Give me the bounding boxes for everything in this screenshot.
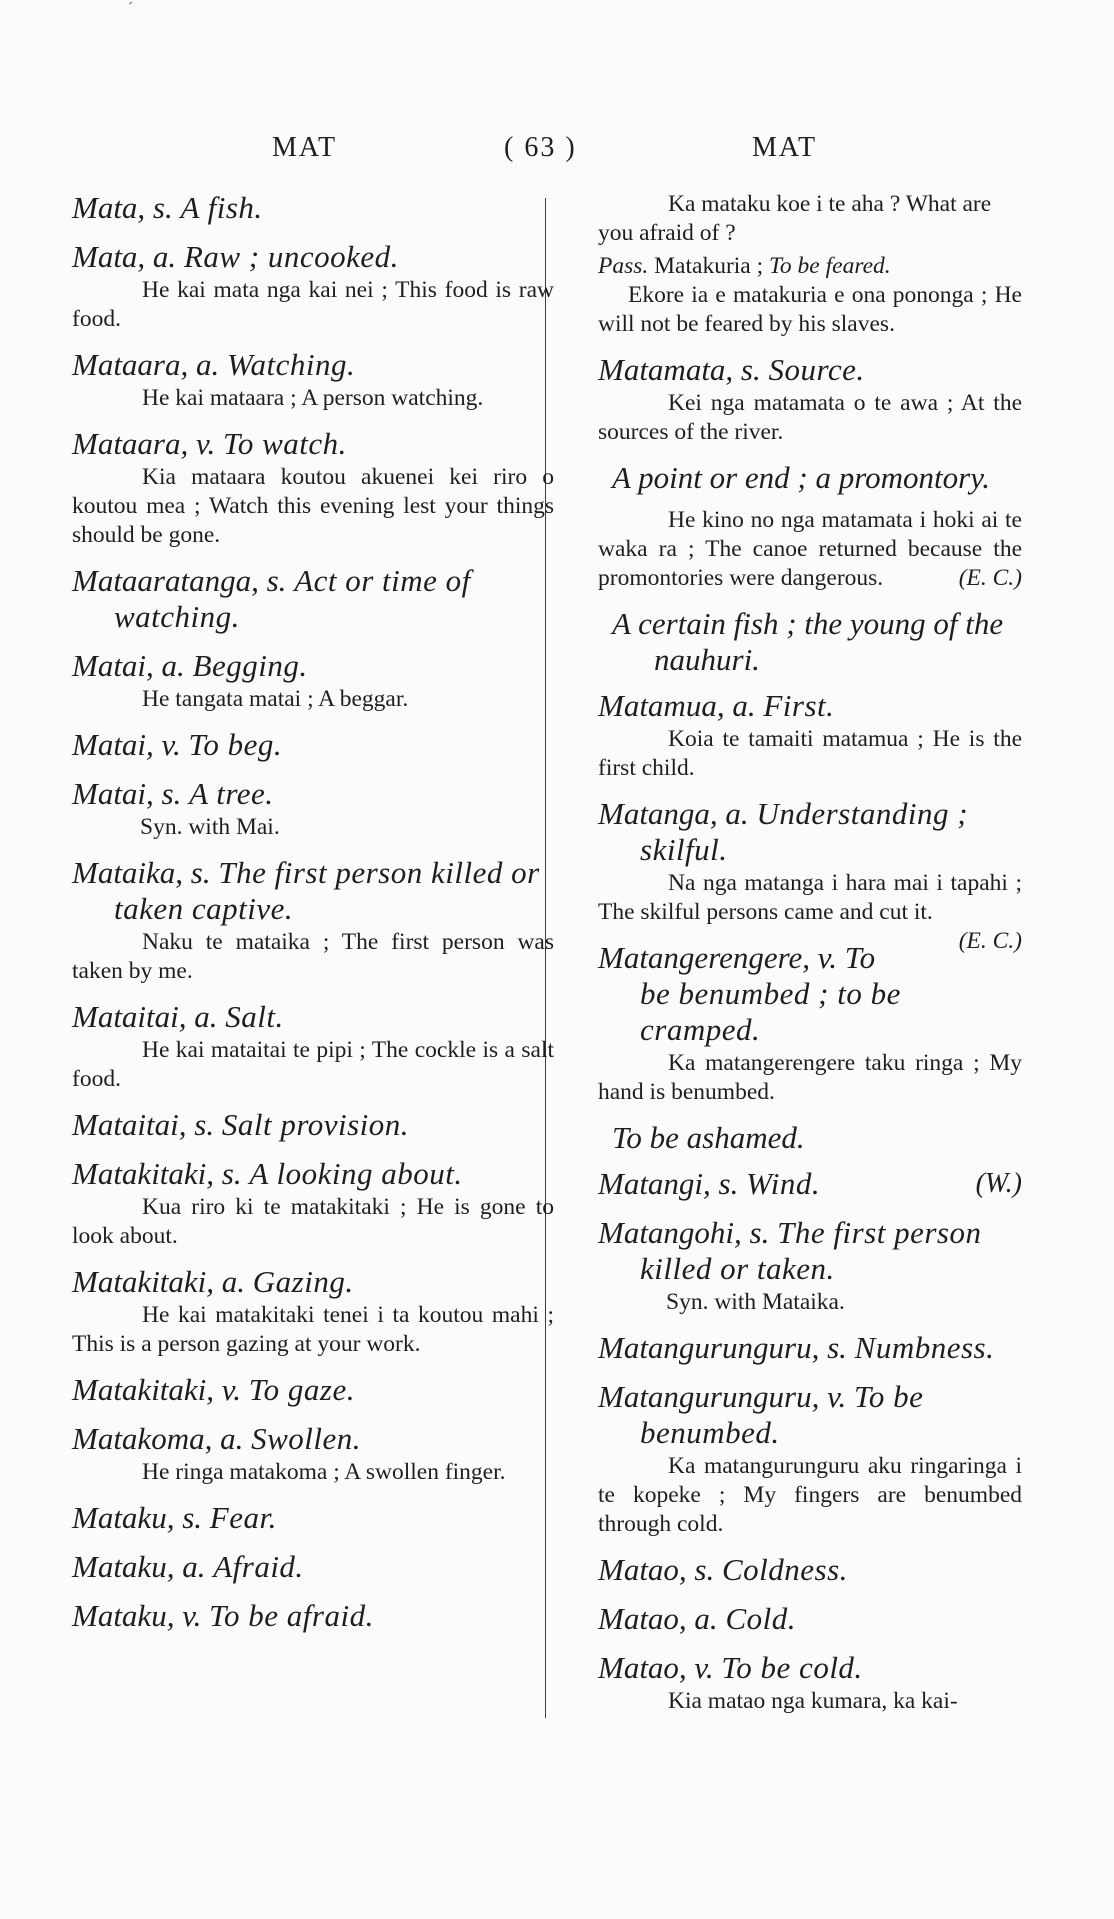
- entry: [72, 1156, 554, 1251]
- entry: [72, 648, 554, 714]
- entry: [598, 1650, 1022, 1716]
- headword-line: [72, 239, 554, 275]
- headword-line: [598, 1650, 1022, 1686]
- headword-line: [72, 855, 554, 927]
- translation: Swollen.: [251, 1421, 362, 1456]
- sense-line: A certain fish ; the young of the nauhuri.: [612, 606, 1004, 677]
- example: Kei nga matamata o te awa ; At the sources of the river.: [598, 390, 1022, 445]
- headword: Mataaratanga, s.: [72, 563, 287, 598]
- translation: Understanding ; skilful.: [640, 796, 969, 867]
- headword-line: [72, 347, 554, 383]
- entry: [598, 1552, 1022, 1588]
- example: Koia te tamaiti matamua ; He is the first child.: [598, 726, 1022, 781]
- entry-continued: [598, 190, 1022, 339]
- translation: A tree.: [189, 776, 274, 811]
- translation: To be cold.: [721, 1650, 863, 1685]
- source-tag: (E. C.): [958, 928, 1022, 954]
- entry: [598, 1601, 1022, 1637]
- passive-word: Matakuria ;: [654, 253, 764, 279]
- entry: [72, 563, 554, 635]
- translation: Afraid.: [213, 1549, 304, 1584]
- headword-line: [72, 1107, 554, 1143]
- headword: Matakoma, a.: [72, 1421, 244, 1456]
- entry: [72, 999, 554, 1094]
- translation: Wind.: [746, 1166, 821, 1201]
- entry: [72, 1372, 554, 1408]
- example: Kia mataara koutou akuenei kei riro o koutou mea ; Watch this evening lest your things should be gone.: [72, 464, 554, 548]
- headword: Matao, v.: [598, 1650, 714, 1685]
- headword-line: [598, 1166, 1022, 1202]
- headword: Mataara, v.: [72, 426, 216, 461]
- entry: [72, 190, 554, 226]
- entry: [598, 796, 1022, 954]
- example: Ekore ia e matakuria e ona pononga ; He will not be feared by his slaves.: [598, 282, 1022, 337]
- entry: [598, 1166, 1022, 1202]
- headword-line: [598, 1330, 1022, 1366]
- entry: [72, 855, 554, 986]
- headword-line: [72, 648, 554, 684]
- translation: Act or time of watching.: [114, 563, 471, 634]
- translation: Coldness.: [722, 1552, 848, 1587]
- headword: Mata, s.: [72, 190, 173, 225]
- headword: Matakitaki, v.: [72, 1372, 242, 1407]
- synonym-note: Syn. with Mai.: [140, 814, 280, 840]
- example: He kai matakitaki tenei i ta koutou mahi ; This is a person gazing at your work.: [72, 1302, 554, 1357]
- entry: [598, 1379, 1022, 1539]
- passive-label: Pass.: [598, 253, 649, 279]
- headword: Matakitaki, a.: [72, 1264, 246, 1299]
- translation: Numbness.: [854, 1330, 995, 1365]
- translation: To watch.: [222, 426, 347, 461]
- right-column: [598, 190, 1022, 1729]
- headword-line: [598, 1215, 1022, 1287]
- headword-line: [72, 776, 554, 812]
- headword-line: [72, 563, 554, 635]
- headword: Mata, a.: [72, 239, 177, 274]
- entry: [72, 1107, 554, 1143]
- headword: Matangi, s.: [598, 1166, 739, 1201]
- translation: Begging.: [192, 648, 308, 683]
- entry: [598, 688, 1022, 783]
- headword: Matamua, a.: [598, 688, 756, 723]
- entry: [72, 1549, 554, 1585]
- headword: Matao, a.: [598, 1601, 718, 1636]
- translation: Source.: [768, 352, 865, 387]
- entry: [598, 1330, 1022, 1366]
- translation: To gaze.: [248, 1372, 355, 1407]
- translation: To be benumbed.: [640, 1379, 924, 1450]
- header-right-guide: MAT: [752, 132, 818, 163]
- headword-line: [72, 426, 554, 462]
- headword-line: [72, 190, 554, 226]
- entry: [72, 1421, 554, 1487]
- headword-line: [72, 1549, 554, 1585]
- sense-line: To be ashamed.: [612, 1120, 805, 1155]
- translation: To beg.: [188, 727, 283, 762]
- headword: Matakitaki, s.: [72, 1156, 242, 1191]
- headword-line: [598, 688, 1022, 724]
- headword-line: [72, 999, 554, 1035]
- headword-line: [72, 727, 554, 763]
- example: Ka matangurunguru aku ringaringa i te kopeke ; My fingers are benumbed through cold.: [598, 1453, 1022, 1537]
- example: [598, 506, 1022, 593]
- translation: A looking about.: [249, 1156, 463, 1191]
- translation: A fish.: [180, 190, 263, 225]
- headword: Mataitai, a.: [72, 999, 218, 1034]
- headword: Matangurunguru, v.: [598, 1379, 847, 1414]
- example: He ringa matakoma ; A swollen finger.: [142, 1459, 506, 1485]
- example: Kua riro ki te matakitaki ; He is gone to look about.: [72, 1194, 554, 1249]
- headword-line: [72, 1598, 554, 1634]
- example: He tangata matai ; A beggar.: [142, 686, 409, 712]
- entry: [598, 352, 1022, 447]
- header-left-guide: MAT: [272, 132, 338, 163]
- translation: Cold.: [725, 1601, 796, 1636]
- headword: Mataku, s.: [72, 1500, 203, 1535]
- headword: Mataara, a.: [72, 347, 220, 382]
- translation: Raw ; uncooked.: [183, 239, 399, 274]
- example: Naku te mataika ; The first person was taken by me.: [72, 929, 554, 984]
- entry: [72, 1500, 554, 1536]
- example: [598, 869, 1022, 954]
- headword-line: [72, 1372, 554, 1408]
- translation: First.: [763, 688, 835, 723]
- example: Ka matangerengere taku ringa ; My hand is benumbed.: [598, 1050, 1022, 1105]
- translation: The first person killed or taken.: [640, 1215, 982, 1286]
- entry: [72, 1264, 554, 1359]
- sense-line: A point or end ; a promontory.: [612, 460, 991, 495]
- source-tag: (E. C.): [958, 565, 1022, 591]
- headword-line: [598, 796, 1022, 868]
- headword: Matai, s.: [72, 776, 182, 811]
- headword: Matamata, s.: [598, 352, 761, 387]
- example: He kai mata nga kai nei ; This food is raw food.: [72, 277, 554, 332]
- entry: [598, 1215, 1022, 1317]
- headword: Mataitai, s.: [72, 1107, 215, 1142]
- translation: Watching.: [227, 347, 356, 382]
- headword-line: [598, 1601, 1022, 1637]
- stray-mark: ´: [128, 0, 134, 17]
- headword-line: [72, 1264, 554, 1300]
- example-text: He kino no nga matamata i hoki ai te waka ra ; The canoe returned because the promontories were dangerous.: [598, 507, 1022, 591]
- running-header: [0, 132, 1114, 172]
- example: Kia matao nga kumara, ka kai-: [668, 1688, 958, 1714]
- translation: Gazing.: [252, 1264, 354, 1299]
- translation: Salt.: [225, 999, 284, 1034]
- example-text: Na nga matanga i hara mai i tapahi ; The skilful persons came and cut it.: [598, 870, 1022, 925]
- headword: Mataku, a.: [72, 1549, 206, 1584]
- passive-translation: To be feared.: [769, 253, 891, 279]
- entry: [72, 347, 554, 413]
- headword: Matangurunguru, s.: [598, 1330, 847, 1365]
- headword: Matao, s.: [598, 1552, 715, 1587]
- page-number: ( 63 ): [504, 132, 577, 163]
- synonym-note: Syn. with Mataika.: [666, 1289, 845, 1315]
- entry: [598, 506, 1022, 593]
- headword-line: [598, 1552, 1022, 1588]
- headword-line: [598, 940, 1022, 1048]
- entry: [72, 1598, 554, 1634]
- source-tag: (W.): [975, 1168, 1022, 1199]
- headword: Matanga, a.: [598, 796, 749, 831]
- entry: [72, 727, 554, 763]
- headword: Mataku, v.: [72, 1598, 202, 1633]
- left-column: [72, 190, 554, 1647]
- continued-example: Ka mataku koe i te aha ? What are you afraid of ?: [598, 191, 992, 246]
- example: He kai mataara ; A person watching.: [142, 385, 484, 411]
- translation: To be afraid.: [209, 1598, 374, 1633]
- headword-line: [598, 352, 1022, 388]
- entry: [72, 426, 554, 550]
- headword-line: [72, 1156, 554, 1192]
- headword-line: [72, 1421, 554, 1457]
- headword: Matai, v.: [72, 727, 181, 762]
- example: He kai mataitai te pipi ; The cockle is a salt food.: [72, 1037, 554, 1092]
- translation: The first person killed or taken captive.: [114, 855, 540, 926]
- headword-line: [598, 1379, 1022, 1451]
- translation: Salt provision.: [221, 1107, 410, 1142]
- translation: Fear.: [209, 1500, 277, 1535]
- headword: Matangerengere, v.: [598, 940, 838, 975]
- entry: [72, 776, 554, 842]
- translation: To be benumbed ; to be cramped.: [640, 940, 901, 1047]
- passive-form: [598, 252, 1022, 281]
- headword-line: [72, 1500, 554, 1536]
- headword: Matai, a.: [72, 648, 185, 683]
- headword: Mataika, s.: [72, 855, 211, 890]
- entry: [598, 940, 1022, 1107]
- headword: Matangohi, s.: [598, 1215, 770, 1250]
- entry: [72, 239, 554, 334]
